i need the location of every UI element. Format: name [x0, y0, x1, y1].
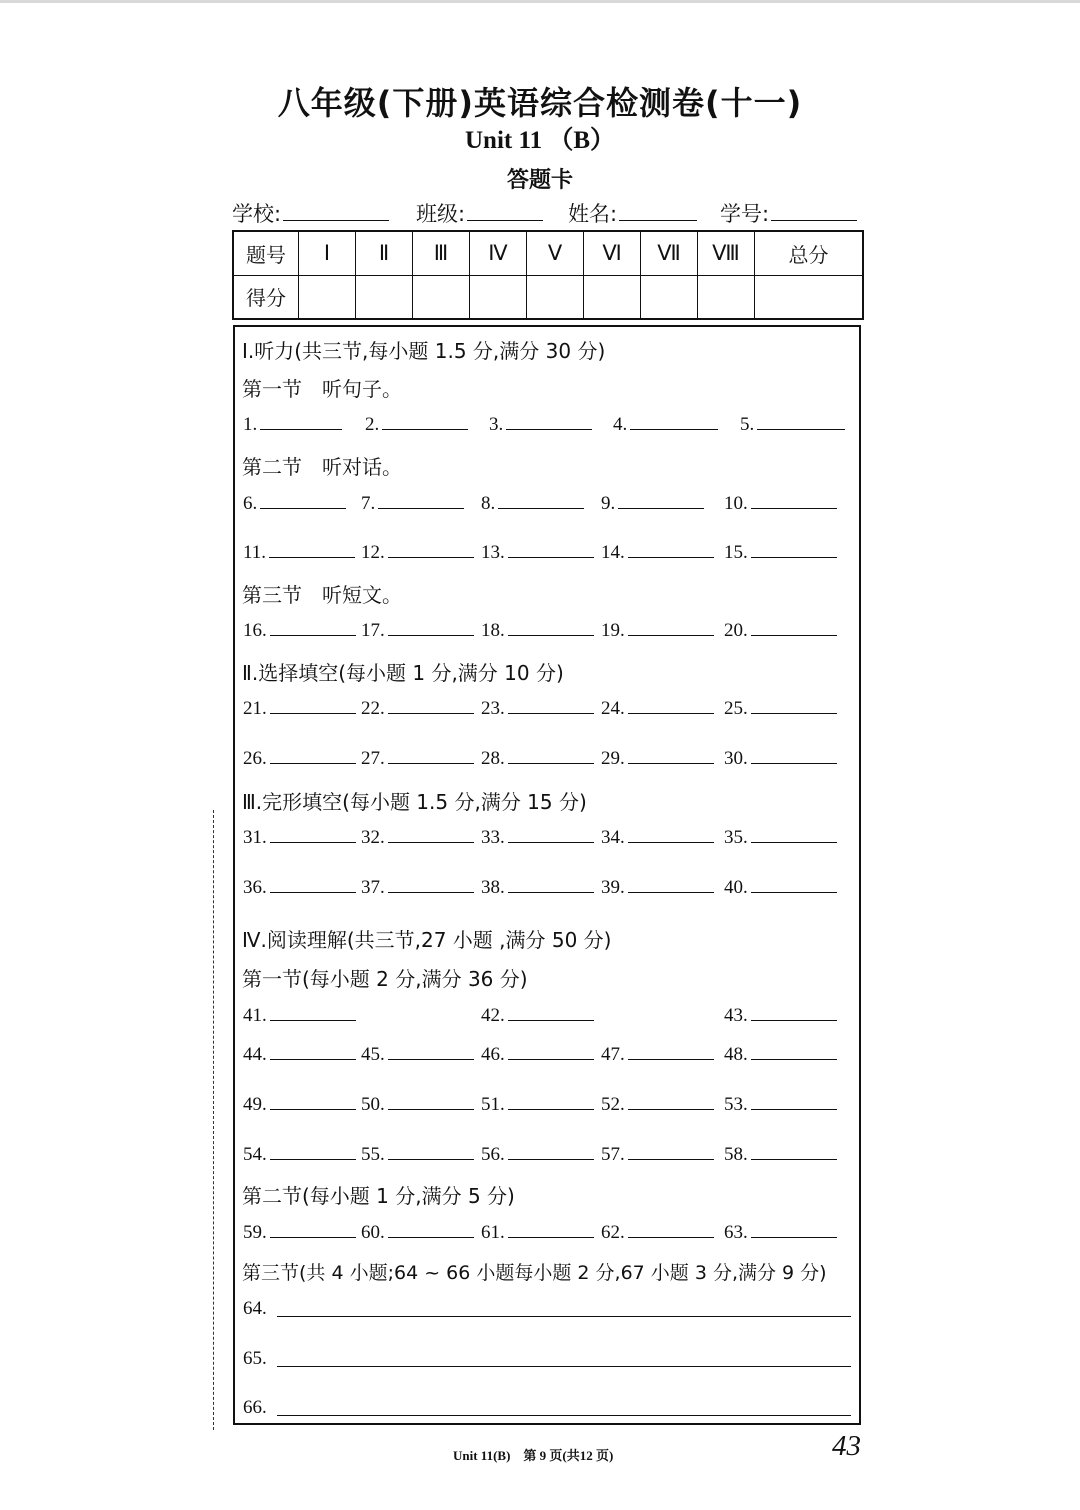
answer-card-title: 答题卡 [506, 168, 573, 193]
answer-blank[interactable] [628, 1092, 714, 1110]
item-number: 43. [724, 1005, 748, 1026]
long-answer-row [243, 1348, 855, 1374]
name-field: 姓名: [568, 198, 697, 228]
reading-part3-label: 第三节(共 4 小题;64 ~ 66 小题每小题 2 分,67 小题 3 分,满分 9 分) [242, 1262, 827, 1284]
score-header-row [233, 231, 863, 275]
answer-blank[interactable] [508, 618, 594, 636]
page-title: 八年级(下册)英语综合检测卷(十一) [277, 84, 803, 122]
name-input[interactable] [619, 200, 697, 221]
item-number: 47. [601, 1044, 625, 1065]
item-number: 39. [601, 877, 625, 898]
score-cell[interactable] [698, 275, 755, 319]
header-cell-part-6: Ⅵ [584, 231, 641, 275]
item-number: 58. [724, 1144, 748, 1165]
answer-row [243, 491, 853, 517]
item-number: 45. [361, 1044, 385, 1065]
item-number: 60. [361, 1222, 385, 1243]
answer-blank[interactable] [508, 1003, 594, 1021]
long-answer-blank[interactable] [277, 1415, 851, 1416]
answer-row [243, 618, 853, 644]
item-number: 50. [361, 1094, 385, 1115]
item-number: 53. [724, 1094, 748, 1115]
item-number: 17. [361, 620, 385, 641]
item-number: 62. [601, 1222, 625, 1243]
answer-blank[interactable] [270, 1142, 356, 1160]
answer-blank[interactable] [508, 1042, 594, 1060]
answer-blank[interactable] [508, 1142, 594, 1160]
item-number: 27. [361, 748, 385, 769]
header-cell-part-5: Ⅴ [527, 231, 584, 275]
answer-blank[interactable] [388, 540, 474, 558]
student-id-input[interactable] [771, 200, 857, 221]
score-cell[interactable] [641, 275, 698, 319]
answer-blank[interactable] [751, 1003, 837, 1021]
item-number: 34. [601, 827, 625, 848]
item-number: 49. [243, 1094, 267, 1115]
answer-blank[interactable] [751, 825, 837, 843]
answer-blank[interactable] [628, 746, 714, 764]
cut-line [213, 810, 214, 1430]
item-number: 25. [724, 698, 748, 719]
answer-blank[interactable] [270, 618, 356, 636]
answer-blank[interactable] [751, 1092, 837, 1110]
top-border [0, 0, 1080, 3]
answer-blank[interactable] [270, 1220, 356, 1238]
item-number: 52. [601, 1094, 625, 1115]
item-number: 61. [481, 1222, 505, 1243]
item-number: 55. [361, 1144, 385, 1165]
listening-part3-label: 第三节 听短文。 [242, 583, 402, 607]
answer-blank[interactable] [628, 696, 714, 714]
answer-row [243, 1042, 853, 1068]
section-reading-header: Ⅳ.阅读理解(共三节,27 小题 ,满分 50 分) [242, 928, 612, 952]
answer-blank[interactable] [628, 540, 714, 558]
item-number: 46. [481, 1044, 505, 1065]
item-number: 7. [361, 493, 376, 514]
answer-blank[interactable] [508, 875, 594, 893]
item-number: 40. [724, 877, 748, 898]
item-number: 9. [601, 493, 616, 514]
header-cell-part-3: Ⅲ [413, 231, 470, 275]
score-cell[interactable] [356, 275, 413, 319]
listening-part1-label: 第一节 听句子。 [242, 377, 402, 401]
school-input[interactable] [283, 200, 389, 221]
item-number: 28. [481, 748, 505, 769]
answer-blank[interactable] [378, 491, 464, 509]
answer-blank[interactable] [628, 875, 714, 893]
item-number: 1. [243, 414, 258, 435]
answer-blank[interactable] [751, 1042, 837, 1060]
answer-row [243, 1092, 853, 1118]
answer-blank[interactable] [618, 491, 704, 509]
answer-blank[interactable] [270, 875, 356, 893]
item-number: 38. [481, 877, 505, 898]
score-cell[interactable] [413, 275, 470, 319]
answer-blank[interactable] [757, 412, 845, 430]
answer-blank[interactable] [498, 491, 584, 509]
reading-part1-label: 第一节(每小题 2 分,满分 36 分) [242, 967, 528, 991]
answer-blank[interactable] [270, 746, 356, 764]
student-id-field: 学号: [720, 198, 857, 228]
answer-blank[interactable] [388, 618, 474, 636]
answer-blank[interactable] [269, 540, 355, 558]
class-input[interactable] [467, 200, 543, 221]
long-answer-blank[interactable] [277, 1316, 851, 1317]
item-number: 29. [601, 748, 625, 769]
section-choice-header: Ⅱ.选择填空(每小题 1 分,满分 10 分) [242, 661, 564, 685]
answer-blank[interactable] [270, 825, 356, 843]
student-info-row [232, 198, 864, 228]
answer-blank[interactable] [628, 1142, 714, 1160]
answer-blank[interactable] [388, 1142, 474, 1160]
answer-blank[interactable] [388, 696, 474, 714]
item-number: 66. [243, 1397, 267, 1418]
answer-blank[interactable] [508, 540, 594, 558]
answer-blank[interactable] [628, 825, 714, 843]
answer-blank[interactable] [630, 412, 718, 430]
item-number: 12. [361, 542, 385, 563]
answer-row [243, 1220, 853, 1246]
section-cloze-header: Ⅲ.完形填空(每小题 1.5 分,满分 15 分) [242, 790, 587, 814]
item-number: 33. [481, 827, 505, 848]
answer-blank[interactable] [508, 746, 594, 764]
item-number: 42. [481, 1005, 505, 1026]
item-number: 6. [243, 493, 258, 514]
item-number: 3. [489, 414, 504, 435]
item-number: 56. [481, 1144, 505, 1165]
item-number: 30. [724, 748, 748, 769]
answer-blank[interactable] [388, 746, 474, 764]
class-field: 班级: [416, 198, 543, 228]
answer-row [243, 746, 853, 772]
answer-blank[interactable] [508, 825, 594, 843]
answer-blank[interactable] [508, 1092, 594, 1110]
score-cell[interactable] [470, 275, 527, 319]
item-number: 41. [243, 1005, 267, 1026]
item-number: 37. [361, 877, 385, 898]
answer-blank[interactable] [270, 1092, 356, 1110]
item-number: 5. [740, 414, 755, 435]
header-cell-question-number: 题号 [233, 231, 299, 275]
item-number: 36. [243, 877, 267, 898]
answer-row [243, 696, 853, 722]
page-number: 43 [832, 1430, 861, 1462]
item-number: 59. [243, 1222, 267, 1243]
score-cell[interactable] [299, 275, 356, 319]
answer-blank[interactable] [751, 875, 837, 893]
answer-blank[interactable] [508, 696, 594, 714]
long-answer-row [243, 1397, 855, 1423]
page-footer: Unit 11(B) 第 9 页(共12 页) [453, 1448, 614, 1463]
answer-row [243, 825, 853, 851]
answer-row [243, 412, 853, 438]
item-number: 13. [481, 542, 505, 563]
item-number: 10. [724, 493, 748, 514]
item-number: 16. [243, 620, 267, 641]
section-listening-header: Ⅰ.听力(共三节,每小题 1.5 分,满分 30 分) [242, 339, 606, 363]
item-number: 48. [724, 1044, 748, 1065]
school-field: 学校: [232, 198, 389, 228]
unit-subtitle: Unit 11 （B） [464, 127, 616, 154]
score-cell[interactable] [584, 275, 641, 319]
score-cell[interactable] [527, 275, 584, 319]
answer-blank[interactable] [751, 1142, 837, 1160]
answer-blank[interactable] [751, 491, 837, 509]
item-number: 64. [243, 1298, 267, 1319]
answer-blank[interactable] [270, 1003, 356, 1021]
item-number: 19. [601, 620, 625, 641]
answer-blank[interactable] [751, 1220, 837, 1238]
item-number: 14. [601, 542, 625, 563]
answer-blank[interactable] [388, 875, 474, 893]
score-value-row [233, 275, 863, 319]
answer-row [243, 540, 853, 566]
item-number: 57. [601, 1144, 625, 1165]
item-number: 2. [365, 414, 380, 435]
answer-blank[interactable] [388, 825, 474, 843]
answer-blank[interactable] [751, 540, 837, 558]
answer-blank[interactable] [382, 412, 468, 430]
item-number: 63. [724, 1222, 748, 1243]
item-number: 44. [243, 1044, 267, 1065]
item-number: 54. [243, 1144, 267, 1165]
answer-blank[interactable] [751, 696, 837, 714]
item-number: 24. [601, 698, 625, 719]
answer-blank[interactable] [260, 412, 342, 430]
answer-row [243, 875, 853, 901]
long-answer-blank[interactable] [277, 1366, 851, 1367]
answer-row [243, 1003, 853, 1029]
header-cell-total: 总分 [755, 231, 864, 275]
header-cell-part-8: Ⅷ [698, 231, 755, 275]
answer-blank[interactable] [388, 1092, 474, 1110]
item-number: 65. [243, 1348, 267, 1369]
answer-blank[interactable] [628, 618, 714, 636]
item-number: 21. [243, 698, 267, 719]
answer-blank[interactable] [751, 746, 837, 764]
item-number: 22. [361, 698, 385, 719]
answer-blank[interactable] [270, 1042, 356, 1060]
item-number: 18. [481, 620, 505, 641]
item-number: 35. [724, 827, 748, 848]
header-cell-part-2: Ⅱ [356, 231, 413, 275]
item-number: 8. [481, 493, 496, 514]
answer-blank[interactable] [628, 1220, 714, 1238]
listening-part2-label: 第二节 听对话。 [242, 455, 402, 479]
answer-blank[interactable] [270, 696, 356, 714]
score-table [232, 230, 864, 320]
item-number: 23. [481, 698, 505, 719]
answer-blank[interactable] [388, 1042, 474, 1060]
answer-blank[interactable] [506, 412, 592, 430]
score-cell-total[interactable] [755, 275, 864, 319]
long-answer-row [243, 1298, 855, 1324]
score-row-label: 得分 [233, 275, 299, 319]
item-number: 32. [361, 827, 385, 848]
item-number: 31. [243, 827, 267, 848]
item-number: 4. [613, 414, 628, 435]
item-number: 26. [243, 748, 267, 769]
answer-blank[interactable] [508, 1220, 594, 1238]
header-cell-part-1: Ⅰ [299, 231, 356, 275]
header-cell-part-4: Ⅳ [470, 231, 527, 275]
item-number: 11. [243, 542, 267, 563]
item-number: 51. [481, 1094, 505, 1115]
item-number: 20. [724, 620, 748, 641]
answer-blank[interactable] [260, 491, 346, 509]
reading-part2-label: 第二节(每小题 1 分,满分 5 分) [242, 1184, 515, 1208]
header-cell-part-7: Ⅶ [641, 231, 698, 275]
item-number: 15. [724, 542, 748, 563]
answer-blank[interactable] [751, 618, 837, 636]
answer-blank[interactable] [628, 1042, 714, 1060]
answer-row [243, 1142, 853, 1168]
answer-blank[interactable] [388, 1220, 474, 1238]
